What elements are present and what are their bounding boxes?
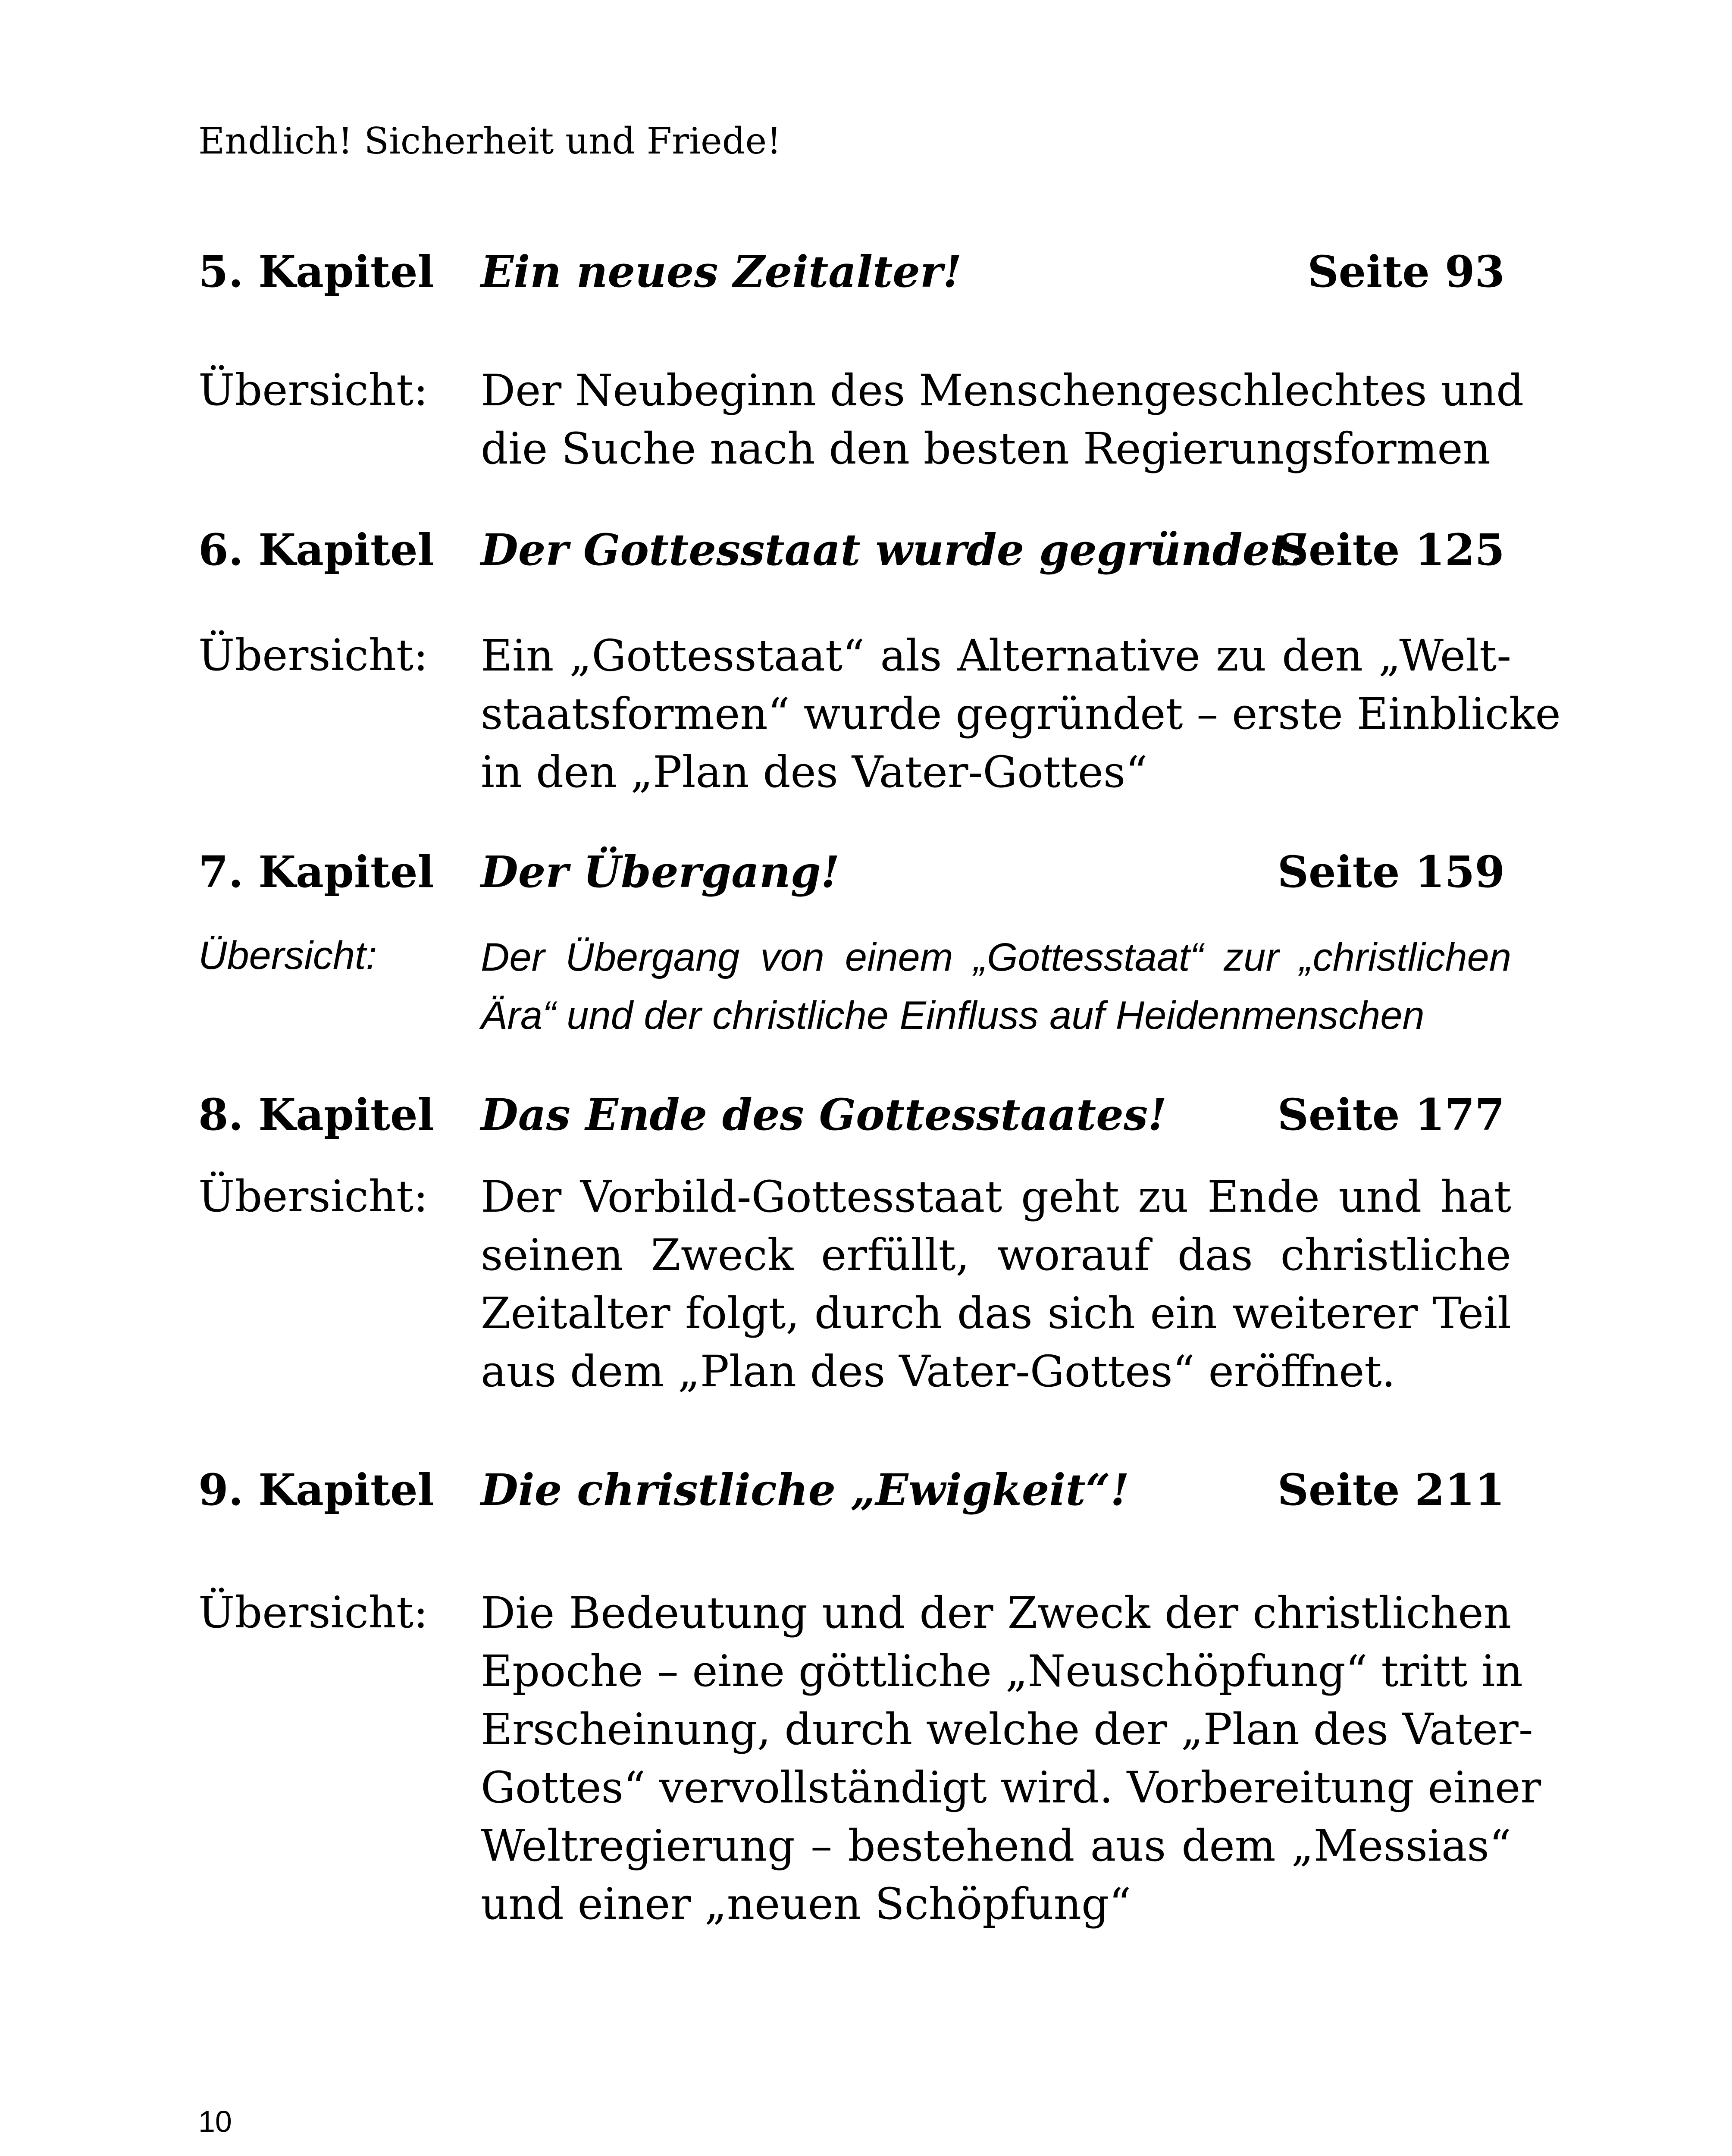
chapter-page: Seite 93: [1307, 246, 1505, 297]
overview-line: seinen Zweck erfüllt, worauf das christliche: [481, 1230, 1511, 1280]
chapter-number: 5. Kapitel: [198, 246, 434, 297]
chapter-row-6: [198, 524, 1518, 589]
overview-line: Erscheinung, durch welche der „Plan des Vater-: [481, 1704, 1533, 1755]
overview-line: Zeitalter folgt, durch das sich ein weiterer Teil: [481, 1288, 1511, 1338]
overview-line: in den „Plan des Vater-Gottes“: [481, 747, 1148, 797]
chapter-row-8: [198, 1089, 1518, 1153]
overview-line: Gottes“ vervollständigt wird. Vorbereitung einer: [481, 1762, 1541, 1813]
chapter-page: Seite 125: [1277, 524, 1505, 575]
overview-line: Der Neubeginn des Menschengeschlechtes und: [481, 365, 1524, 416]
overview-line: Ein „Gottesstaat“ als Alternative zu den „Welt-: [481, 630, 1511, 681]
chapter-row-9: [198, 1464, 1518, 1529]
overview-line: Der Übergang von einem „Gottesstaat“ zur „christlichen: [481, 935, 1511, 979]
chapter-title: Die christliche „Ewigkeit“!: [481, 1464, 1130, 1515]
overview-text: [481, 1168, 1511, 1401]
chapter-title: Der Übergang!: [481, 846, 840, 897]
overview-text: [481, 1584, 1541, 1933]
overview-line: Der Vorbild-Gottesstaat geht zu Ende und hat: [481, 1172, 1511, 1222]
overview-line: aus dem „Plan des Vater-Gottes“ eröffnet.: [481, 1346, 1396, 1397]
chapter-number: 8. Kapitel: [198, 1089, 434, 1140]
overview-label: Übersicht:: [198, 934, 377, 978]
chapter-title: Das Ende des Gottesstaates!: [481, 1089, 1167, 1140]
chapter-number: 6. Kapitel: [198, 524, 434, 575]
overview-line: Epoche – eine göttliche „Neuschöpfung“ tritt in: [481, 1646, 1523, 1696]
overview-line: Die Bedeutung und der Zweck der christlichen: [481, 1588, 1511, 1638]
chapter-page: Seite 159: [1277, 846, 1505, 897]
overview-line: und einer „neuen Schöpfung“: [481, 1879, 1131, 1929]
overview-label: Übersicht:: [198, 1587, 428, 1638]
overview-label: Übersicht:: [198, 630, 428, 680]
chapter-page: Seite 177: [1277, 1089, 1505, 1140]
chapter-title: Ein neues Zeitalter!: [481, 246, 962, 297]
page-number: 10: [198, 2105, 232, 2138]
overview-line: die Suche nach den besten Regierungsformen: [481, 423, 1491, 474]
overview-line: Ära“ und der christliche Einfluss auf Heidenmenschen: [481, 993, 1425, 1037]
chapter-title: Der Gottesstaat wurde gegründet!: [481, 524, 1309, 575]
chapter-number: 9. Kapitel: [198, 1464, 434, 1515]
overview-text: [481, 627, 1561, 801]
chapter-page: Seite 211: [1277, 1464, 1505, 1515]
overview-label: Übersicht:: [198, 1171, 428, 1222]
running-header: Endlich! Sicherheit und Friede!: [198, 120, 781, 162]
overview-line: staatsformen“ wurde gegründet – erste Einblicke: [481, 689, 1561, 739]
chapter-row-7: [198, 846, 1518, 911]
chapter-row-5: [198, 246, 1518, 310]
chapter-number: 7. Kapitel: [198, 846, 434, 897]
overview-label: Übersicht:: [198, 365, 428, 415]
overview-text: [481, 928, 1511, 1045]
overview-line: Weltregierung – bestehend aus dem „Messias“: [481, 1821, 1511, 1871]
overview-text: [481, 361, 1524, 478]
